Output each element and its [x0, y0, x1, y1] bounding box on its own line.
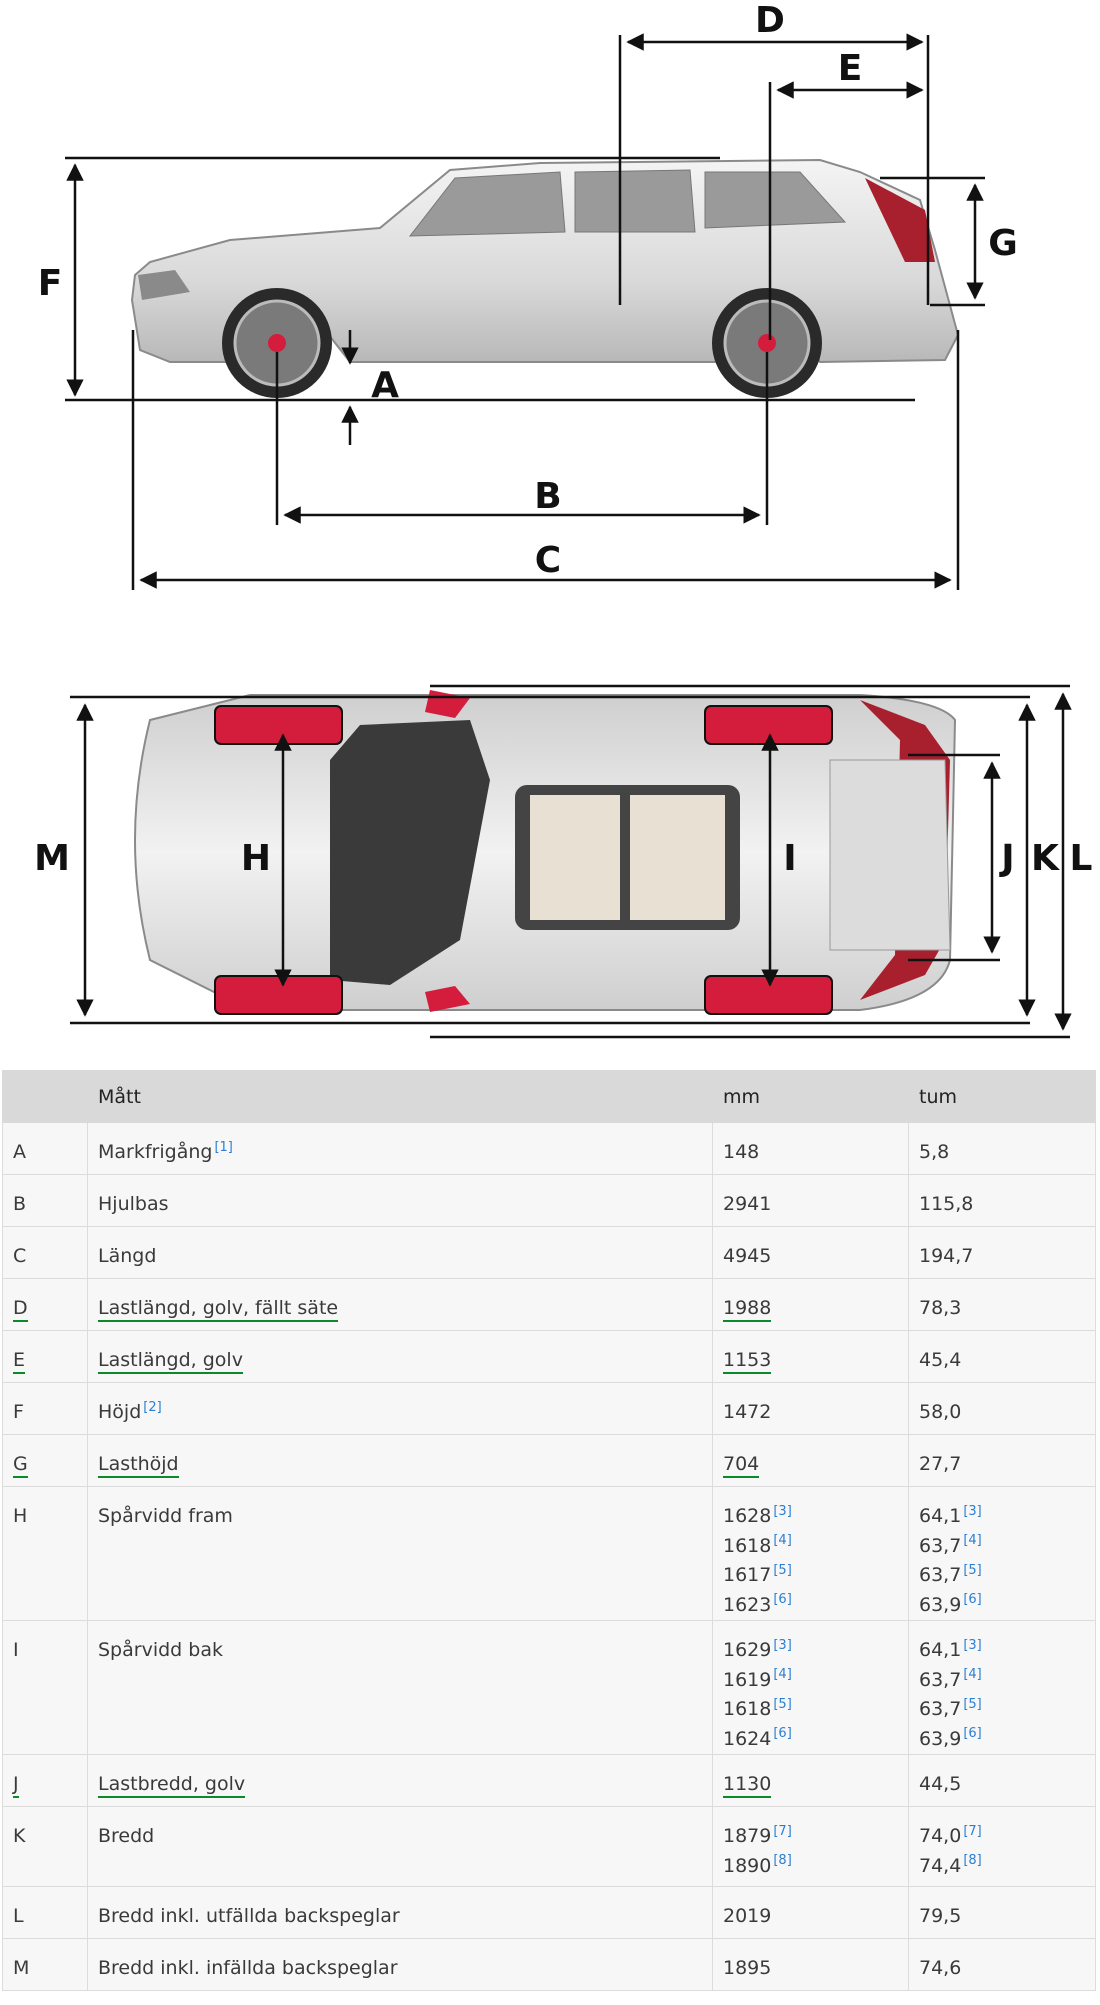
cell-mm: [713, 1383, 909, 1435]
footnote-ref: [6]: [773, 1726, 792, 1742]
tum-value: 64,1: [919, 1505, 962, 1527]
tum-value: 58,0: [919, 1401, 962, 1423]
dimension-name: Lastlängd, golv: [98, 1349, 243, 1374]
footnote-ref: [1]: [214, 1139, 233, 1155]
label-e: E: [837, 48, 863, 89]
tum-value: 64,1: [919, 1639, 962, 1661]
mm-value: 1895: [723, 1957, 772, 1979]
mm-value: 704: [723, 1453, 759, 1478]
cell-tum: [909, 1755, 1096, 1807]
tum-value: 63,9: [919, 1593, 962, 1616]
tum-value: 79,5: [919, 1905, 962, 1927]
mm-value: 148: [723, 1141, 760, 1163]
header-tum: tum: [909, 1071, 1096, 1123]
dimension-name: Spårvidd bak: [98, 1639, 223, 1661]
front-wheel-hub-icon: [268, 334, 286, 352]
tum-value-line: [919, 1852, 1085, 1882]
table-row: [3, 1175, 1096, 1227]
tum-value-line: [919, 1666, 1085, 1696]
dimension-name: Lastbredd, golv: [98, 1773, 245, 1798]
mm-value: 2019: [723, 1905, 772, 1927]
cell-name: [88, 1383, 713, 1435]
side-view-car: [132, 160, 958, 398]
mm-value-line: [723, 1666, 898, 1696]
dimension-name: Lastlängd, golv, fällt säte: [98, 1297, 338, 1322]
cell-tum: [909, 1227, 1096, 1279]
dimension-code: K: [13, 1825, 26, 1847]
mm-value: 1153: [723, 1349, 771, 1374]
rear-right-wheel-icon: [705, 976, 832, 1014]
table-row: [3, 1123, 1096, 1175]
cell-mm: [713, 1755, 909, 1807]
cell-code: [3, 1755, 88, 1807]
dimensions-table: [2, 1070, 1096, 1991]
mm-value: 1618: [723, 1698, 772, 1720]
tum-value: 27,7: [919, 1453, 962, 1475]
mm-value: 1619: [723, 1668, 772, 1691]
mm-value: 1988: [723, 1297, 771, 1322]
tum-value: 45,4: [919, 1349, 962, 1371]
table-row: [3, 1807, 1096, 1887]
cell-name: [88, 1175, 713, 1227]
footnote-ref: [5]: [773, 1562, 792, 1578]
footnote-ref: [3]: [963, 1503, 982, 1519]
dimension-name: Markfrigång: [98, 1141, 213, 1163]
mm-value-line: [723, 1636, 898, 1666]
cell-tum: [909, 1807, 1096, 1887]
mm-value-line: [723, 1532, 898, 1562]
tum-value: 74,0: [919, 1825, 962, 1847]
footnote-ref: [6]: [773, 1592, 792, 1608]
cell-mm: [713, 1123, 909, 1175]
dimension-name: Bredd inkl. infällda backspeglar: [98, 1957, 398, 1979]
cell-name: [88, 1755, 713, 1807]
tum-value: 63,7: [919, 1534, 962, 1557]
cell-code: [3, 1175, 88, 1227]
cell-code: [3, 1807, 88, 1887]
dimension-name: Längd: [98, 1245, 157, 1267]
label-k: K: [1031, 838, 1059, 879]
header-name: Mått: [88, 1071, 713, 1123]
cell-mm: [713, 1279, 909, 1331]
tum-value-line: [919, 1725, 1085, 1755]
cell-mm: [713, 1227, 909, 1279]
dimension-code: G: [13, 1453, 28, 1478]
mm-value-line: [723, 1591, 898, 1621]
footnote-ref: [2]: [143, 1399, 162, 1415]
dimension-code: I: [13, 1639, 19, 1661]
tum-value: 194,7: [919, 1245, 974, 1267]
tum-value-line: [919, 1636, 1085, 1666]
tum-value: 63,9: [919, 1727, 962, 1750]
tum-value-line: [919, 1822, 1085, 1852]
cell-tum: [909, 1175, 1096, 1227]
mm-value: 1628: [723, 1505, 772, 1527]
cell-code: [3, 1621, 88, 1755]
table-row: [3, 1383, 1096, 1435]
cell-name: [88, 1331, 713, 1383]
label-c: C: [534, 540, 562, 581]
mm-value: 1624: [723, 1727, 772, 1750]
cell-code: [3, 1279, 88, 1331]
dimension-name: Hjulbas: [98, 1193, 169, 1215]
table-row: [3, 1435, 1096, 1487]
mm-value-line: [723, 1695, 898, 1725]
dimension-name: Spårvidd fram: [98, 1505, 233, 1527]
cell-code: [3, 1487, 88, 1621]
label-b: B: [534, 476, 562, 517]
cell-mm: [713, 1939, 909, 1991]
label-d: D: [755, 0, 785, 41]
footnote-ref: [5]: [773, 1696, 792, 1712]
mm-value: 1890: [723, 1854, 772, 1877]
footnote-ref: [6]: [963, 1592, 982, 1608]
table-header-row: [3, 1071, 1096, 1123]
dimension-name: Bredd inkl. utfällda backspeglar: [98, 1905, 400, 1927]
footnote-ref: [8]: [773, 1853, 792, 1869]
table-row: [3, 1887, 1096, 1939]
cell-code: [3, 1939, 88, 1991]
cell-tum: [909, 1621, 1096, 1755]
label-f: F: [37, 263, 63, 304]
cell-tum: [909, 1331, 1096, 1383]
table-row: [3, 1621, 1096, 1755]
dimension-name: Bredd: [98, 1825, 155, 1847]
label-j: J: [1001, 838, 1015, 879]
tum-value: 78,3: [919, 1297, 962, 1319]
mm-value: 1618: [723, 1534, 772, 1557]
tum-value-line: [919, 1502, 1085, 1532]
cell-name: [88, 1279, 713, 1331]
cell-tum: [909, 1123, 1096, 1175]
mm-value-line: [723, 1502, 898, 1532]
footnote-ref: [6]: [963, 1726, 982, 1742]
cell-name: [88, 1123, 713, 1175]
table-row: [3, 1939, 1096, 1991]
dimension-code: E: [13, 1349, 25, 1374]
tum-value: 63,7: [919, 1564, 962, 1586]
footnote-ref: [3]: [963, 1637, 982, 1653]
table-row: [3, 1487, 1096, 1621]
tum-value: 5,8: [919, 1141, 950, 1163]
label-m: M: [34, 838, 70, 879]
footnote-ref: [4]: [773, 1667, 792, 1683]
label-l: L: [1069, 838, 1093, 879]
dimension-code: B: [13, 1193, 27, 1215]
footnote-ref: [4]: [963, 1667, 982, 1683]
cell-mm: [713, 1175, 909, 1227]
rear-left-wheel-icon: [705, 706, 832, 744]
cell-name: [88, 1621, 713, 1755]
cell-tum: [909, 1279, 1096, 1331]
footnote-ref: [5]: [963, 1562, 982, 1578]
mm-value-line: [723, 1852, 898, 1882]
table-row: [3, 1755, 1096, 1807]
cell-code: [3, 1227, 88, 1279]
table-row: [3, 1279, 1096, 1331]
tum-value: 63,7: [919, 1668, 962, 1691]
cell-name: [88, 1939, 713, 1991]
dimension-code: F: [13, 1401, 24, 1423]
footnote-ref: [3]: [773, 1503, 792, 1519]
cell-mm: [713, 1807, 909, 1887]
table-row: [3, 1227, 1096, 1279]
mm-value: 1130: [723, 1773, 771, 1798]
label-g: G: [988, 223, 1018, 264]
dimension-code: C: [13, 1245, 27, 1267]
footnote-ref: [3]: [773, 1637, 792, 1653]
mm-value: 2941: [723, 1193, 772, 1215]
tum-value-line: [919, 1561, 1085, 1591]
cell-code: [3, 1435, 88, 1487]
dimension-code: A: [13, 1141, 26, 1163]
cell-code: [3, 1383, 88, 1435]
cell-code: [3, 1123, 88, 1175]
cell-tum: [909, 1939, 1096, 1991]
mm-value: 1472: [723, 1401, 772, 1423]
cell-mm: [713, 1331, 909, 1383]
tum-value-line: [919, 1532, 1085, 1562]
dimension-name: Höjd: [98, 1401, 142, 1423]
cell-tum: [909, 1435, 1096, 1487]
cell-name: [88, 1227, 713, 1279]
dimension-code: L: [13, 1905, 24, 1927]
tum-value-line: [919, 1591, 1085, 1621]
footnote-ref: [4]: [773, 1533, 792, 1549]
cell-mm: [713, 1621, 909, 1755]
tum-value-line: [919, 1695, 1085, 1725]
label-a: A: [371, 365, 399, 406]
header-mm: mm: [713, 1071, 909, 1123]
label-h: H: [240, 838, 272, 879]
footnote-ref: [4]: [963, 1533, 982, 1549]
mm-value: 1629: [723, 1639, 772, 1661]
mm-value-line: [723, 1822, 898, 1852]
table-row: [3, 1331, 1096, 1383]
cell-code: [3, 1887, 88, 1939]
footnote-ref: [7]: [963, 1823, 982, 1839]
mm-value-line: [723, 1725, 898, 1755]
footnote-ref: [8]: [963, 1853, 982, 1869]
front-right-wheel-icon: [215, 976, 342, 1014]
footnote-ref: [7]: [773, 1823, 792, 1839]
mm-value: 1617: [723, 1564, 772, 1586]
cell-mm: [713, 1487, 909, 1621]
cell-name: [88, 1807, 713, 1887]
cell-tum: [909, 1383, 1096, 1435]
tum-value: 44,5: [919, 1773, 962, 1795]
rear-wheel-hub-icon: [758, 334, 776, 352]
cell-mm: [713, 1887, 909, 1939]
cell-tum: [909, 1487, 1096, 1621]
cell-name: [88, 1887, 713, 1939]
cell-mm: [713, 1435, 909, 1487]
tum-value: 63,7: [919, 1698, 962, 1720]
tum-value: 115,8: [919, 1193, 974, 1215]
cell-name: [88, 1487, 713, 1621]
tum-value: 74,6: [919, 1957, 962, 1979]
dimension-code: J: [13, 1773, 19, 1798]
label-i: I: [783, 838, 797, 879]
dimension-code: D: [13, 1297, 28, 1322]
mm-value: 4945: [723, 1245, 772, 1267]
dimension-name: Lasthöjd: [98, 1453, 179, 1478]
cell-name: [88, 1435, 713, 1487]
cell-code: [3, 1331, 88, 1383]
dimension-code: M: [13, 1957, 30, 1979]
header-code: [3, 1071, 88, 1123]
dimension-code: H: [13, 1505, 28, 1527]
mm-value-line: [723, 1561, 898, 1591]
cell-tum: [909, 1887, 1096, 1939]
mm-value: 1623: [723, 1593, 772, 1616]
front-left-wheel-icon: [215, 706, 342, 744]
mm-value: 1879: [723, 1825, 772, 1847]
tum-value: 74,4: [919, 1854, 962, 1877]
footnote-ref: [5]: [963, 1696, 982, 1712]
